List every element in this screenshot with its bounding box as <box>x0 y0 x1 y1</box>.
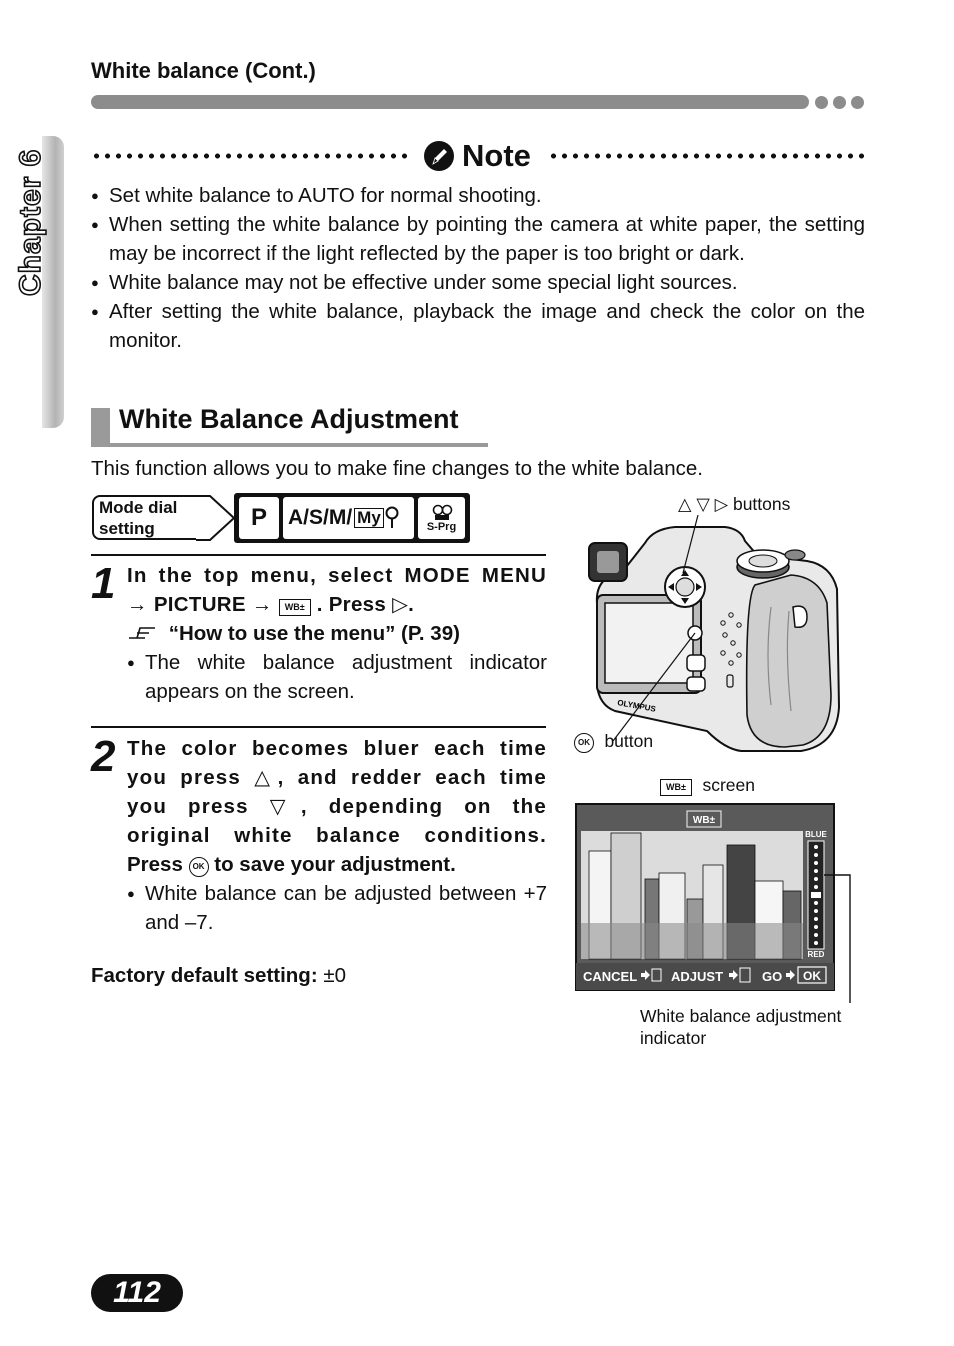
mode-p: P <box>239 497 279 539</box>
step-2-text: to save your adjustment. <box>214 853 456 876</box>
step-divider <box>91 726 546 728</box>
note-item: ● After setting the white balance, playback the image and check the color on the monitor. <box>91 297 865 355</box>
mode-sprg-label: S-Prg <box>426 520 457 533</box>
step-2-text: Press <box>127 853 183 876</box>
scale-red-label: RED <box>807 950 825 959</box>
chapter-label: Chapter 6 <box>14 148 47 296</box>
arrow-buttons-caption: △ ▽ ▷ buttons <box>678 494 791 514</box>
step-2-text: you press <box>127 795 249 818</box>
step-divider <box>91 554 546 556</box>
section-header-title: White balance (Cont.) <box>91 58 316 83</box>
note-pencil-icon <box>423 140 455 172</box>
step-2-line-4: original white balance conditions. <box>127 824 547 847</box>
up-triangle-icon: △ <box>254 766 278 789</box>
screen-wb-badge: WB± <box>692 815 716 826</box>
note-item: ● White balance may not be effective under some special light sources. <box>91 268 865 297</box>
mode-dial-label-line1: Mode dial <box>99 498 178 517</box>
step-2-text: you press <box>127 766 241 789</box>
ok-button-caption <box>574 731 653 753</box>
wb-adjust-icon: WB± <box>279 599 311 616</box>
note-item: ● Set white balance to AUTO for normal shooting. <box>91 181 865 210</box>
step-1-bullets <box>127 648 547 706</box>
arrow-right-icon: → <box>251 593 273 616</box>
ok-caption-text: button <box>604 731 654 751</box>
down-triangle-icon: ▽ <box>269 795 301 818</box>
footer-ok: OK <box>803 969 821 983</box>
step-1-picture: PICTURE <box>153 593 246 616</box>
step-2-line-2 <box>127 763 547 792</box>
step-1-line-1: In the top menu, select MODE MENU <box>127 564 547 587</box>
screen-caption <box>660 775 755 796</box>
header-dot <box>851 96 864 109</box>
step-1-reference <box>127 619 547 648</box>
section-heading-underline <box>91 443 488 447</box>
note-dotted-rule-right <box>548 152 864 160</box>
screen-caption-text: screen <box>702 775 755 795</box>
mode-asm-label: A/S/M/ <box>288 506 353 529</box>
indicator-caption <box>640 1005 841 1049</box>
step-2-line-1: The color becomes bluer each time <box>127 737 547 760</box>
step-2-line-5 <box>127 850 547 879</box>
page-number: 112 <box>91 1274 183 1312</box>
header-dot <box>815 96 828 109</box>
header-dot <box>833 96 846 109</box>
portrait-key-icon <box>385 506 399 530</box>
camera-brand-label: OLYMPUS <box>616 698 657 714</box>
step-2-text: , depending on the <box>300 795 547 818</box>
step-1-press: . Press <box>316 593 387 616</box>
ok-button-icon: OK <box>574 733 594 753</box>
mode-asm-my <box>283 497 414 539</box>
step-1-period: . <box>408 593 415 616</box>
indicator-caption-line1: White balance adjustment <box>640 1006 842 1026</box>
reference-hand-icon <box>127 624 157 642</box>
mode-dial-label <box>92 495 210 540</box>
arrow-right-icon: → <box>127 593 148 616</box>
reference-text: “How to use the menu” (P. 39) <box>168 622 460 645</box>
factory-default-label: Factory default setting: <box>91 964 318 987</box>
mode-my-label: My <box>354 508 384 528</box>
step-1-bullet: ● The white balance adjustment indicator appears on the screen. <box>127 648 547 706</box>
note-item: ● When setting the white balance by pointing the camera at white paper, the setting may be incorrect if the light reflected by the paper is too bright or dark. <box>91 210 865 268</box>
step-number: 2 <box>91 732 116 781</box>
note-title: Note <box>462 138 531 173</box>
lcd-screen-illustration <box>575 803 865 1003</box>
ok-button-icon: OK <box>189 857 209 877</box>
mode-dial-label-line2: setting <box>99 519 155 538</box>
section-title: White Balance Adjustment <box>119 404 459 434</box>
section-heading-bar <box>91 408 110 446</box>
right-triangle-icon: ▷ <box>392 593 409 616</box>
note-dotted-rule-left <box>91 152 407 160</box>
step-1-line-2 <box>127 590 547 619</box>
footer-adjust: ADJUST <box>671 969 724 984</box>
scale-blue-label: BLUE <box>805 830 827 839</box>
mode-sprg <box>418 497 465 539</box>
step-2-body <box>127 734 547 937</box>
step-2-line-3 <box>127 792 547 821</box>
wb-adjust-icon: WB± <box>660 779 692 796</box>
mode-dial-arrow-icon <box>196 495 236 541</box>
indicator-caption-line2: indicator <box>640 1028 707 1048</box>
header-divider-bar <box>91 95 809 109</box>
camera-back-illustration <box>575 515 845 755</box>
step-1-body <box>127 561 547 706</box>
step-2-text: , and redder each time <box>277 766 547 789</box>
footer-go: GO <box>762 969 783 984</box>
step-number: 1 <box>91 559 116 608</box>
note-list <box>91 181 865 355</box>
step-2-bullet: ● White balance can be adjusted between +7 and –7. <box>127 879 547 937</box>
footer-cancel: CANCEL <box>583 969 638 984</box>
factory-default-value: ±0 <box>323 964 347 987</box>
step-2-bullets <box>127 879 547 937</box>
movie-camera-icon <box>430 504 454 521</box>
factory-default <box>91 964 346 988</box>
section-intro: This function allows you to make fine changes to the white balance. <box>91 457 703 480</box>
